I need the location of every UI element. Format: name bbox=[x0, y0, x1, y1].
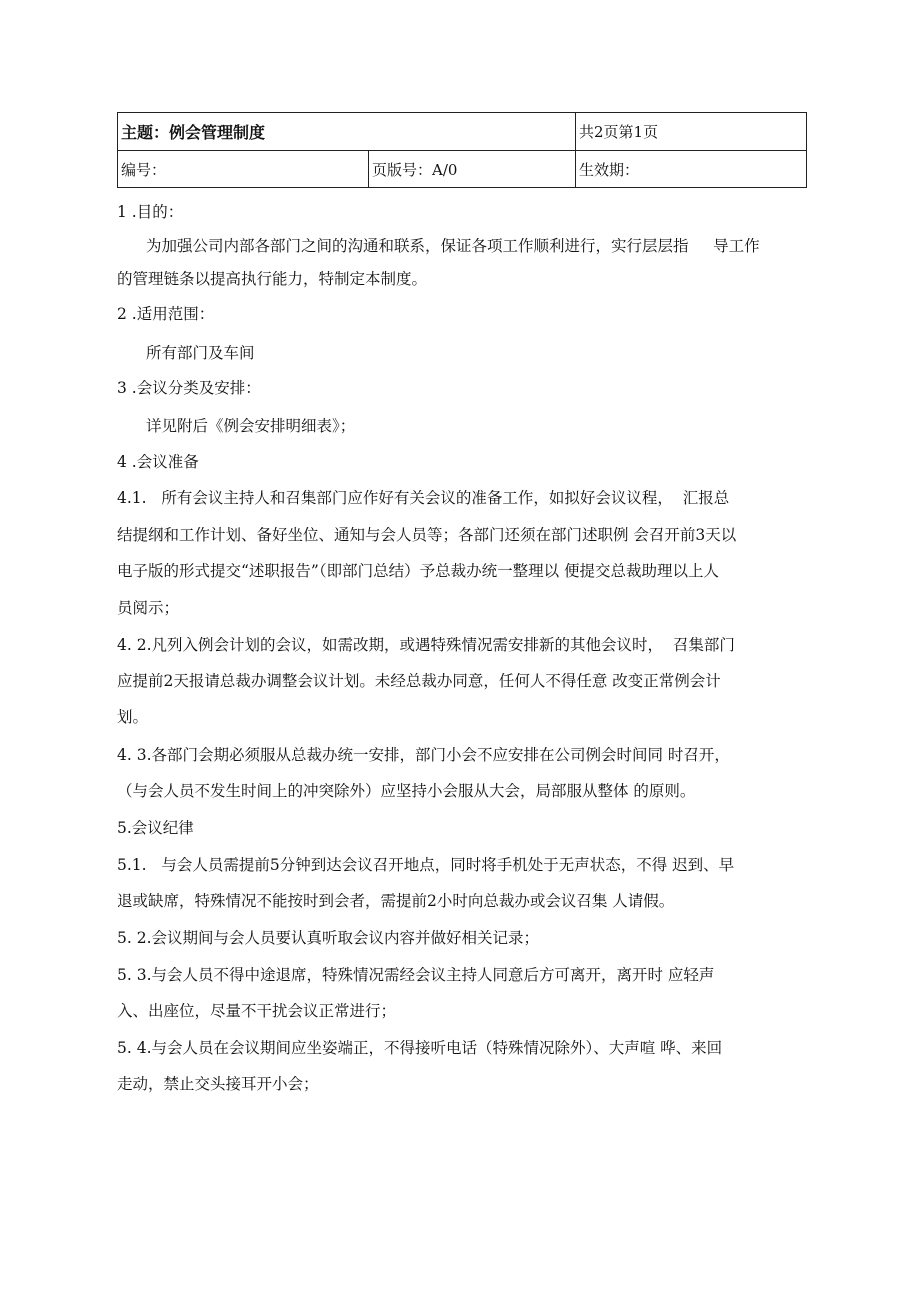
header-row-1 bbox=[118, 113, 807, 151]
section-4-heading: 4 .会议准备 bbox=[117, 453, 199, 471]
document-header-table bbox=[117, 112, 807, 188]
section-2-text: 所有部门及车间 bbox=[146, 344, 255, 362]
clause-5-2-line-1: 5. 2.会议期间与会人员要认真听取会议内容并做好相关记录； bbox=[117, 929, 540, 947]
header-row-2 bbox=[118, 151, 807, 188]
document-title: 主题：例会管理制度 bbox=[118, 113, 576, 151]
section-5-heading: 5.会议纪律 bbox=[117, 819, 194, 837]
section-3-text: 详见附后《例会安排明细表》； bbox=[146, 417, 356, 435]
page-count: 共2页第1页 bbox=[576, 113, 807, 151]
section-2-heading: 2 .适用范围： bbox=[117, 305, 215, 323]
version-label: 页版号：A/0 bbox=[369, 151, 576, 188]
clause-5-4-line-2: 走动，禁止交头接耳开小会； bbox=[117, 1075, 319, 1093]
clause-5-1-line-1: 5.1. 与会人员需提前5分钟到达会议召开地点，同时将手机处于无声状态，不得 迟到、早 bbox=[117, 856, 735, 874]
clause-4-3-line-2: （与会人员不发生时间上的冲突除外）应坚持小会服从大会，局部服从整体 的原则。 bbox=[117, 782, 696, 800]
clause-5-3-line-1: 5. 3.与会人员不得中途退席，特殊情况需经会议主持人同意后方可离开，离开时 应轻声 bbox=[117, 966, 715, 984]
clause-4-2-line-2: 应提前2天报请总裁办调整会议计划。未经总裁办同意，任何人不得任意 改变正常例会计 bbox=[117, 672, 721, 690]
clause-4-1-line-2: 结提纲和工作计划、备好坐位、通知与会人员等；各部门还须在部门述职例 会召开前3天以 bbox=[117, 526, 737, 544]
clause-5-3-line-2: 入、出座位，尽量不干扰会议正常进行； bbox=[117, 1002, 397, 1020]
clause-5-4-line-1: 5. 4.与会人员在会议期间应坐姿端正，不得接听电话（特殊情况除外）、大声喧 哗、来回 bbox=[117, 1039, 723, 1057]
section-1-text-line-1: 为加强公司内部各部门之间的沟通和联系，保证各项工作顺利进行，实行层层指 导工作 bbox=[146, 237, 760, 255]
clause-4-2-line-1: 4. 2.凡列入例会计划的会议，如需改期，或遇特殊情况需安排新的其他会议时， 召集部门 bbox=[117, 636, 735, 654]
clause-5-1-line-2: 退或缺席，特殊情况不能按时到会者，需提前2小时向总裁办或会议召集 人请假。 bbox=[117, 892, 675, 910]
effective-date-label: 生效期： bbox=[576, 151, 807, 188]
document-number-label: 编号： bbox=[118, 151, 369, 188]
clause-4-1-line-4: 员阅示； bbox=[117, 599, 180, 617]
section-3-heading: 3 .会议分类及安排： bbox=[117, 379, 261, 397]
section-1-heading: 1 .目的： bbox=[117, 203, 184, 221]
section-1-text-line-2: 的管理链条以提高执行能力，特制定本制度。 bbox=[117, 270, 428, 288]
clause-4-3-line-1: 4. 3.各部门会期必须服从总裁办统一安排，部门小会不应安排在公司例会时间同 时召开， bbox=[117, 746, 730, 764]
clause-4-1-line-3: 电子版的形式提交“述职报告”（即部门总结）予总裁办统一整理以 便提交总裁助理以上人 bbox=[117, 562, 720, 580]
clause-4-1-line-1: 4.1. 所有会议主持人和召集部门应作好有关会议的准备工作，如拟好会议议程， 汇报总 bbox=[117, 489, 730, 507]
clause-4-2-line-3: 划。 bbox=[117, 708, 149, 726]
